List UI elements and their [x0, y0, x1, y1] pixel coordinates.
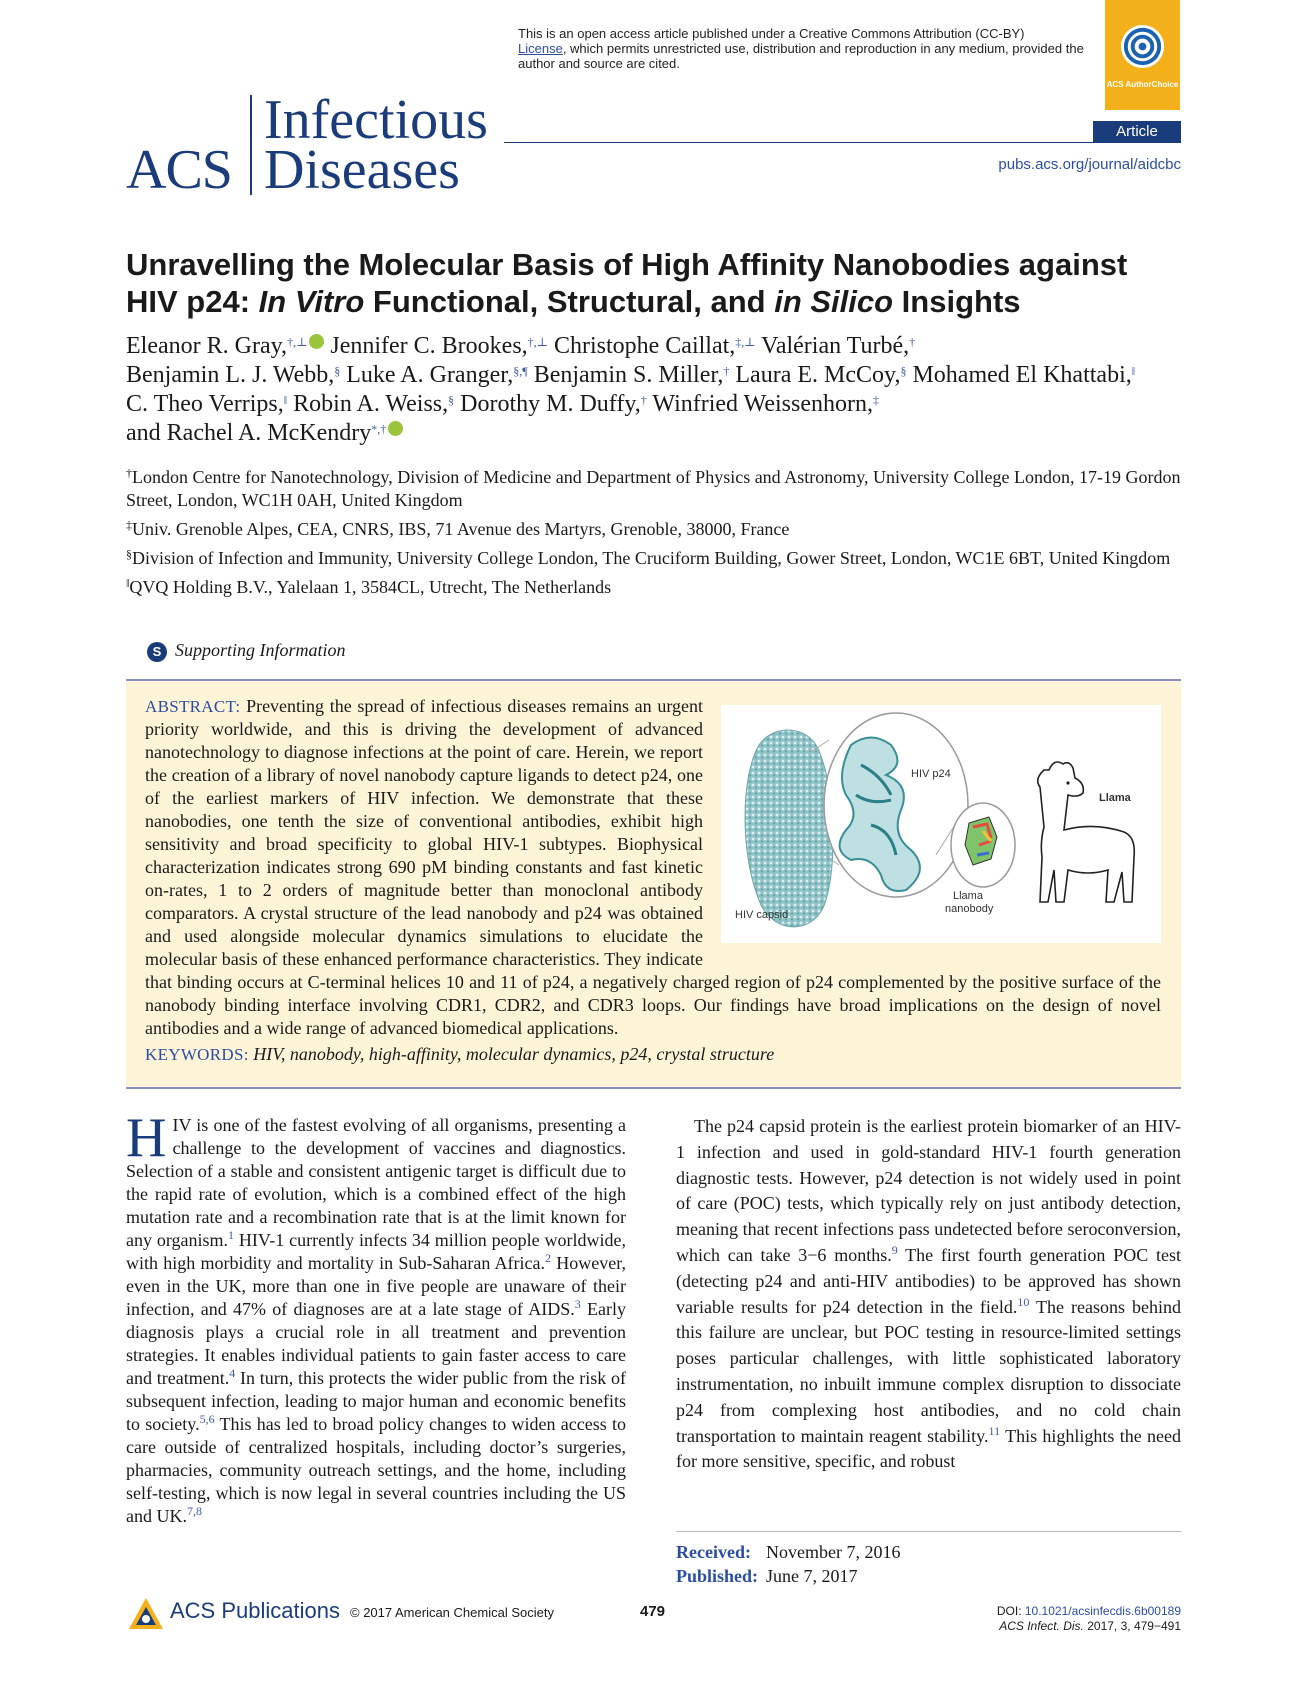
affiliation-text: Division of Infection and Immunity, University College London, The Cruciform Building, Gower Street, London, WC1E 6BT, United Kingdom — [132, 548, 1171, 568]
reference-link[interactable]: 10 — [1017, 1294, 1030, 1309]
label-hiv-p24: HIV p24 — [911, 768, 951, 780]
toc-graphic — [721, 705, 1161, 943]
dropcap: H — [126, 1107, 167, 1169]
published-label: Published: — [676, 1566, 759, 1586]
author-affiliation-mark: § — [900, 364, 907, 378]
affiliation — [126, 466, 1186, 512]
author-name[interactable]: Winfried Weissenhorn, — [652, 391, 873, 417]
llama-drawing — [1038, 762, 1135, 902]
author-name[interactable]: and Rachel A. McKendry — [126, 420, 372, 446]
affiliation — [126, 518, 1186, 541]
reference-link[interactable]: 11 — [988, 1423, 1001, 1438]
received-date: November 7, 2016 — [766, 1542, 901, 1562]
published-date: June 7, 2017 — [766, 1566, 858, 1586]
author-affiliation-mark: § — [334, 364, 341, 378]
body-text: The first fourth generation POC test (detecting p24 and anti-HIV antibodies) to be approved has shown variable results for p24 detection in the field. — [676, 1244, 1181, 1317]
body-text: IV is one of the fastest evolving of all organisms, presenting a challenge to the development of vaccines and diagnostics. Selection of a stable and consistent antigenic target is difficult due to the rapid rate of evolution, which is a combined effect of the high mutation rate and a recombination rate that is at the limit known for any organism. — [126, 1115, 626, 1250]
author-name[interactable]: Benjamin L. J. Webb, — [126, 362, 335, 388]
affiliation — [126, 576, 1186, 599]
author-affiliation-mark: † — [723, 364, 730, 378]
title-part: Functional, Structural, and — [364, 284, 775, 319]
author-affiliation-mark: *,† — [371, 422, 387, 436]
author-name[interactable]: Dorothy M. Duffy, — [460, 391, 641, 417]
author-affiliation-mark: † — [640, 393, 647, 407]
journal-logo[interactable] — [126, 89, 506, 202]
affiliation-text: Univ. Grenoble Alpes, CEA, CNRS, IBS, 71 Avenue des Martyrs, Grenoble, 38000, France — [132, 519, 790, 539]
received-label: Received: — [676, 1542, 751, 1562]
journal-logo-line2: Diseases — [264, 139, 460, 201]
acs-authorchoice-badge[interactable] — [1105, 0, 1180, 110]
author-affiliation-mark: § — [448, 393, 455, 407]
journal-url-link[interactable]: pubs.acs.org/journal/aidcbc — [998, 156, 1181, 173]
title-part: HIV p24: — [126, 284, 259, 319]
publisher-name: ACS Publications — [170, 1598, 340, 1623]
reference-link[interactable]: 3 — [574, 1297, 581, 1311]
affiliation-text: London Centre for Nanotechnology, Division of Medicine and Department of Physics and Astronomy, University College London, 17-19 Gordon Street, London, WC1H 0AH, United Kingdom — [126, 467, 1181, 510]
author-name[interactable]: Jennifer C. Brookes, — [330, 333, 528, 359]
author-name[interactable]: Robin A. Weiss, — [293, 391, 449, 417]
title-part: Insights — [893, 284, 1021, 319]
body-text: The reasons behind this failure are unclear, but POC testing in resource-limited settings poses particular challenges, with little sophisticated laboratory instrumentation, no inbuilt immune complex disruption to dissociate p24 from complexing host antibodies, and no cold chain transportation to maintain reagent stability. — [676, 1296, 1181, 1446]
license-notice — [518, 26, 1098, 71]
author-name[interactable]: Valérian Turbé, — [761, 333, 910, 359]
acs-publications-icon — [126, 1595, 166, 1635]
body-text: The p24 capsid protein is the earliest protein biomarker of an HIV-1 infection and used in gold-standard HIV-1 fourth generation diagnostic tests. However, p24 detection is not widely used in point of care (POC) tests, which typically rely on just antibody detection, meaning that recent infections pass undetected before seroconversion, which can take 3−6 months. — [676, 1116, 1181, 1265]
affiliation — [126, 547, 1186, 570]
publication-dates — [676, 1540, 900, 1588]
supporting-information-link[interactable] — [147, 640, 346, 662]
label-llama-nanobody-1: Llama — [953, 890, 983, 902]
title-line1: Unravelling the Molecular Basis of High Affinity Nanobodies against — [126, 247, 1128, 282]
affiliation-symbol: † — [126, 466, 132, 480]
label-llama: Llama — [1099, 792, 1131, 804]
body-text: In turn, this protects the wider public from the risk of subsequent infection, leading to major human and economic benefits to society. — [126, 1368, 626, 1434]
body-text: This highlights the need for more sensitive, specific, and robust — [676, 1425, 1181, 1472]
body-text: This has led to broad policy changes to widen access to care outside of centralized hospitals, including doctor’s surgeries, pharmacies, community outreach settings, and the home, including self-testing, which is now legal in several countries including the US and UK. — [126, 1414, 626, 1526]
author-list — [126, 332, 1186, 448]
body-text: HIV-1 currently infects 34 million people worldwide, with high morbidity and mortality in Sub-Saharan Africa. — [126, 1230, 627, 1273]
affiliation-symbol: ‖ — [126, 576, 130, 590]
journal-logo-divider — [250, 95, 252, 195]
license-link[interactable]: License — [518, 41, 563, 56]
abstract-text: Preventing the spread of infectious diseases remains an urgent priority worldwide, and this is driving the development of advanced nanotechnology to diagnose infections at the point of care. Herein, we report the creation of a library of novel nanobody capture ligands to detect p24, one of the earliest markers of HIV infection. We demonstrate that these nanobodies, one tenth the size of conventional antibodies, exhibit high sensitivity and broad specificity to global HIV-1 subtypes. Biophysical characterization indicates strong 690 pM binding constants and fast kinetic on-rates, 1 to 2 orders of magnitude better than monoclonal antibody comparators. A crystal structure of the lead nanobody and p24 was obtained and used alongside molecular dynamics simulations to elucidate the molecular basis of these enhanced performance characteristics. They indicate that binding occurs at C-terminal helices 10 and 11 of p24, a negatively charged region of p24 complemented by the positive surface of the nanobody binding interface involving CDR1, CDR2, and CDR3 loops. Our findings have broad implications on the design of novel antibodies and a wide range of advanced biomedical applications. — [145, 696, 1161, 1038]
license-text-rest: , which permits unrestricted use, distribution and reproduction in any medium, provided the author and source are cited. — [518, 41, 1084, 71]
hiv-capsid-shape — [745, 730, 833, 927]
dates-rule — [676, 1531, 1181, 1532]
abstract-heading: ABSTRACT: — [145, 697, 241, 716]
author-name[interactable]: C. Theo Verrips, — [126, 391, 284, 417]
author-affiliation-mark: ‡ — [872, 393, 879, 407]
keywords — [145, 1044, 1161, 1065]
author-affiliation-mark: ‖ — [1131, 364, 1136, 378]
doi-label: DOI: — [996, 1604, 1025, 1618]
received-row — [676, 1540, 900, 1564]
keywords-list: HIV, nanobody, high-affinity, molecular dynamics, p24, crystal structure — [253, 1044, 775, 1064]
reference-link[interactable]: 4 — [229, 1366, 236, 1380]
doi-citation — [880, 1604, 1181, 1634]
reference-link[interactable]: 1 — [228, 1228, 235, 1242]
label-llama-nanobody-2: nanobody — [945, 903, 994, 915]
affiliation-symbol: ‡ — [126, 518, 132, 532]
citation-details: 2017, 3, 479−491 — [1083, 1619, 1181, 1633]
article-type-tag: Article — [1093, 121, 1181, 143]
author-affiliation-mark: ‡,⊥ — [735, 335, 756, 349]
authorchoice-label: ACS AuthorChoice — [1106, 80, 1179, 89]
reference-link[interactable]: 2 — [545, 1251, 552, 1265]
author-name[interactable]: Laura E. McCoy, — [735, 362, 901, 388]
supporting-info-icon: S — [147, 642, 167, 662]
author-affiliation-mark: §,¶ — [513, 364, 528, 378]
body-text: Early diagnosis plays a crucial role in all treatment and prevention strategies. It enables individual patients to gain faster access to care and treatment. — [126, 1299, 626, 1388]
author-affiliation-mark: ‖ — [283, 393, 288, 407]
body-column-left — [126, 1107, 627, 1528]
reference-link[interactable]: 5,6 — [199, 1412, 215, 1426]
author-name[interactable]: Luke A. Granger, — [346, 362, 514, 388]
published-row — [676, 1564, 900, 1588]
keywords-heading: KEYWORDS: — [145, 1045, 249, 1064]
author-name[interactable]: Eleanor R. Gray, — [126, 333, 288, 359]
abstract — [145, 695, 1161, 1040]
reference-link[interactable]: 7,8 — [187, 1504, 202, 1518]
header-rule — [504, 142, 1181, 143]
citation-journal: ACS Infect. Dis. — [999, 1619, 1084, 1633]
journal-logo-line1: Infectious — [264, 89, 488, 151]
copyright-notice: © 2017 American Chemical Society — [350, 1605, 554, 1620]
label-hiv-capsid: HIV capsid — [735, 909, 789, 921]
title-italic-in-vitro: In Vitro — [258, 284, 365, 319]
title-italic-in-silico: in Silico — [774, 284, 894, 319]
author-name[interactable]: Christophe Caillat, — [553, 333, 736, 359]
author-name[interactable]: Benjamin S. Miller, — [533, 362, 724, 388]
license-text: This is an open access article published under a Creative Commons Attribution (CC-BY) — [518, 26, 1025, 41]
toc-illustration — [721, 705, 1161, 943]
author-name[interactable]: Mohamed El Khattabi, — [912, 362, 1132, 388]
authorchoice-logo-icon — [1118, 22, 1167, 71]
abstract-box — [126, 679, 1181, 1089]
orcid-icon[interactable] — [388, 421, 403, 436]
affiliation-symbol: § — [126, 547, 132, 561]
page-number: 479 — [640, 1603, 666, 1620]
supporting-info-label: Supporting Information — [175, 640, 346, 660]
article-title — [126, 246, 1186, 320]
author-affiliation-mark: † — [909, 335, 916, 349]
body-column-right — [676, 1114, 1181, 1475]
author-affiliation-mark: †,⊥ — [287, 335, 308, 349]
body-text: However, even in the UK, more than one in five people are unaware of their infection, and 47% of diagnoses are at a late stage of AIDS. — [126, 1253, 626, 1319]
affiliation-text: QVQ Holding B.V., Yalelaan 1, 3584CL, Utrecht, The Netherlands — [129, 577, 612, 597]
journal-logo-acs: ACS — [126, 139, 232, 201]
affiliation-list — [126, 466, 1186, 605]
doi-link[interactable]: 10.1021/acsinfecdis.6b00189 — [1024, 1604, 1181, 1618]
reference-link[interactable]: 9 — [891, 1242, 898, 1257]
author-affiliation-mark: †,⊥ — [527, 335, 548, 349]
orcid-icon[interactable] — [309, 334, 324, 349]
